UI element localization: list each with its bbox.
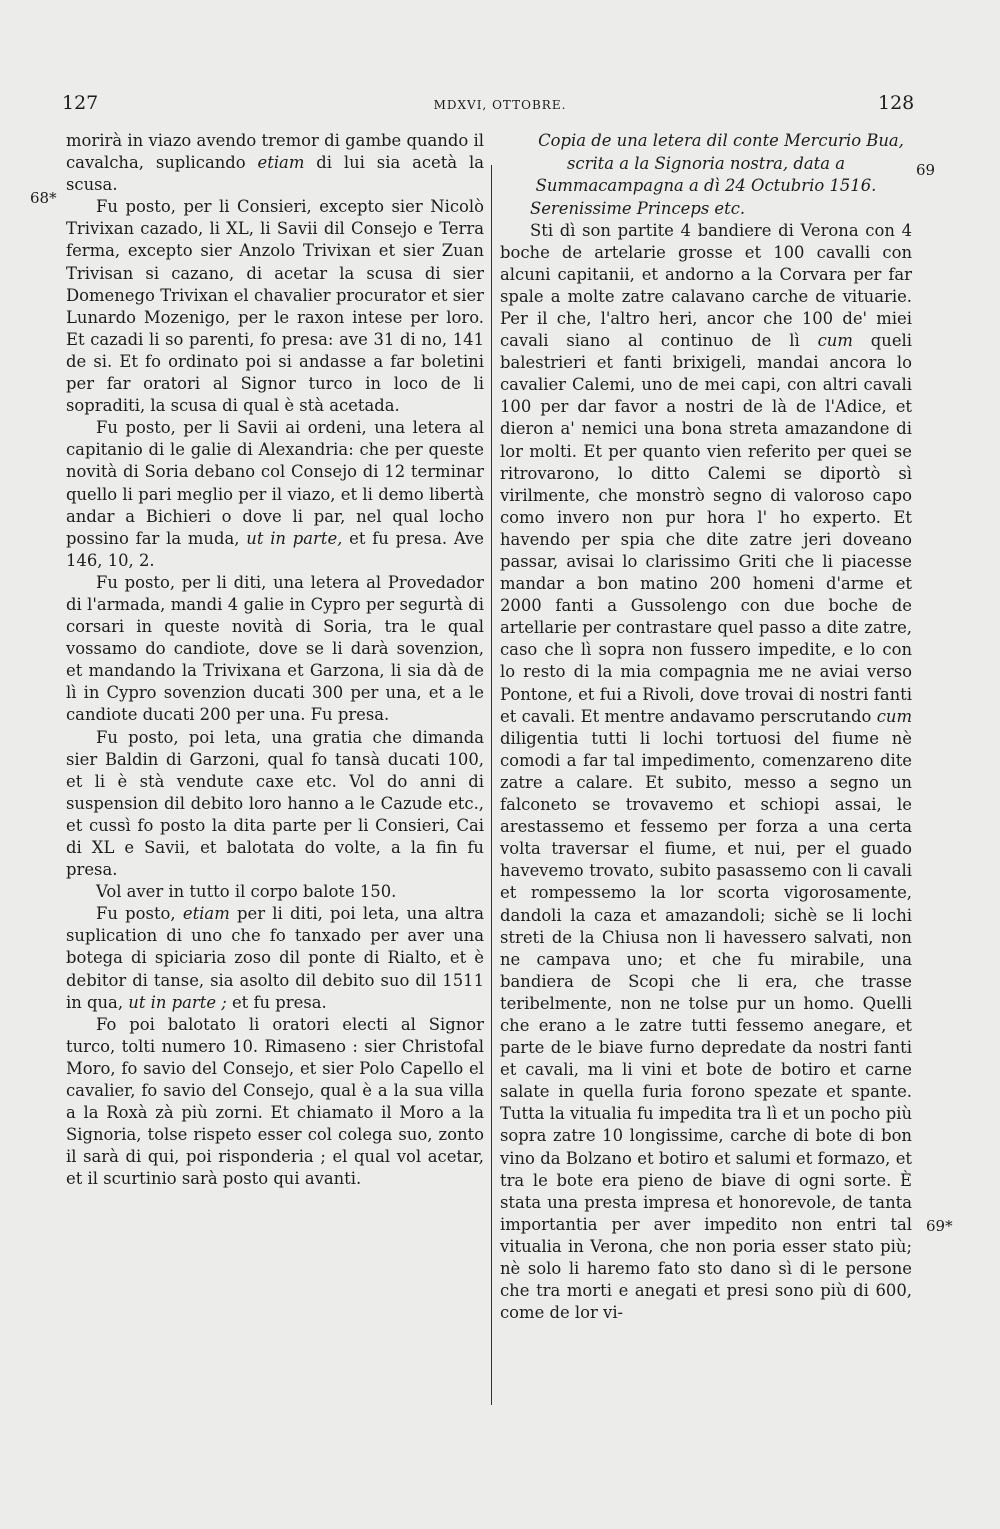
paragraph: Fu posto, etiam per li diti, poi leta, una altra suplication di uno che fo tanxado per aver una botega di spiciaria zoso dil ponte di Rialto, et è debitor di tanse, sia asolto dil debito suo dil 1511 in qua, ut in parte ; et fu presa. [66,904,485,1012]
paragraph: Vol aver in tutto il corpo balote 150. [96,882,397,902]
paragraph: Fu posto, per li Consieri, excepto sier Nicolò Trivixan cazado, li XL, li Savii dil Consejo e Terra ferma, excepto sier Anzolo Trivixan et sier Zuan Trivisan si cazano, di acetar la scusa di sier Domenego Trivixan el chavalier procurator et sier Lunardo Mozenigo, per le raxon intese per loro. Et cazadi li so parenti, fo presa: ave 31 di no, 141 de si. Et fo ordinato poi si andasse a far boletini per far oratori al Signor turco in loco de li sopraditi, la scusa di qual è stà acetada. [66,197,484,416]
margin-marker-69b: 69* [926,1217,953,1235]
right-column [500,130,912,1324]
margin-marker-69: 69 [916,161,936,179]
paragraph: morirà in viazo avendo tremor di gambe quando il cavalcha, suplicando etiam di lui sia acetà la scusa. [66,131,485,195]
page-number-left: 127 [62,92,99,114]
page-header [0,92,1000,122]
left-column [66,130,484,1191]
running-head: MDXVI, OTTOBRE. [433,98,567,112]
paragraph: Sti dì son partite 4 bandiere di Verona con 4 boche de artelarie grosse et 100 cavalli con alcuni capitanii, et andorno a la Corvara per far spale a molte zatre calavano carche de vituarie. Per il che, l'altro heri, ancor che 100 de' miei cavali siano al continuo de lì cum queli balestrieri et fanti brixigeli, mandai ancora lo cavalier Calemi, uno de mei capi, con altri cavali 100 per dar favor a nostri de là de l'Adice, et dieron a' nemici una bona streta amazandone di lor molti. Et per quanto vien referito per quei se ritrovarono, lo ditto Calemi se diportò sì virilmente, che monstrò segno di valoroso capo como invero non pur hora l' ho experto. Et havendo per spia che dite zatre jeri doveano passar, avisai lo clarissimo Griti che li piacesse mandar a bon matino 200 homeni d'arme et 2000 fanti a Gussolengo con due boche de artellarie per contrastare quel passo a dite zatre, caso che lì sopra non fussero impedite, e lo con lo resto di la mia compagnia me ne aviai verso Pontone, et fui a Rivoli, dove trovai di nostri fanti et cavali. Et mentre andavamo perscrutando cum diligentia tutti li lochi tortuosi del fiume nè comodi a far tal impedimento, comenzareno dite zatre a calare. Et subito, messo a segno un falconeto se trovavemo et schiopi assai, le arestassemo et fessemo per forza a una certa volta traversar el fiume, et nui, per el guado havevemo trovato, subito pasassemo con li cavali et rompessemo la lor scorta vigorosamente, dandoli la caza et amazandoli; sichè se li lochi streti de la Chiusa non li havessero salvati, non ne campava uno; et che fu mirabile, una bandiera de Scopi che li era, che trasse teribelmente, non ne tolse pur un homo. Quelli che erano a le zatre tutti fessemo anegare, et parte de le biave furno depredate da nostri fanti et cavali, ma li vini et bote de botiro et carne salate in quella furia forono spezate et spante. Tutta la vitualia fu impedita tra lì et un pocho più sopra zatre 10 longissime, carche di bote di bon vino da Bolzano et botiro et salumi et formazo, et tra le bote era pieno de biave di ogni sorte. È stata una presta impresa et honorevole, de tanta importantia per aver impedito non entri tal vitualia in Verona, che non poria esser stato più; nè solo li haremo fato sto dano sì di le persone che tra morti e anegati et presi sono più di 600, come de lor vi- [500,220,912,1323]
paragraph: Fu posto, poi leta, una gratia che dimanda sier Baldin di Garzoni, qual fo tansà ducati 100, et li è stà vendute caxe etc. Vol do anni di suspension dil debito loro hanno a le Cazude etc., et cussì fo posto la dita parte per li Consieri, Cai di XL e Savii, et balotata do volte, a la fin fu presa. [66,727,484,880]
paragraph: Fu posto, per li diti, una letera al Provedador di l'armada, mandi 4 galie in Cypro per segurtà di corsari in queste novità di Soria, tra le qual vossamo do candiote, dove se li darà sovenzion, et mandando la Trivixana et Garzona, li sia dà de lì in Cypro sovenzion ducati 300 per una, et a le candiote ducati 200 per una. Fu presa. [66,572,484,725]
page-number-right: 128 [878,92,915,114]
salutation: Serenissime Princeps etc. [530,198,746,218]
column-divider [491,165,492,1405]
margin-marker-68: 68* [30,189,57,207]
paragraph: Fo poi balotato li oratori electi al Signor turco, tolti numero 10. Rimaseno : sier Christofal Moro, fo savio del Consejo, et sier Polo Capello el cavalier, fo savio del Consejo, qual è a la sua villa a la Roxà zà più zorni. Et chiamato il Moro a la Signoria, tolse rispeto esser col colega suo, zonto il sarà di qui, poi risponderia ; el qual vol acetar, et il scurtinio sarà posto qui avanti. [66,1014,484,1189]
paragraph: Fu posto, per li Savii ai ordeni, una letera al capitanio di le galie di Alexandria: che per queste novità di Soria debano col Consejo di 12 terminar quello li pari meglio per il viazo, et li demo libertà andar a Bichieri o dove li par, nel qual locho possino far la muda, ut in parte, et fu presa. Ave 146, 10, 2. [66,418,484,570]
letter-heading: Copia de una letera dil conte Mercurio Bua, scrita a la Signoria nostra, data a Summacampagna a dì 24 Octubrio 1516. [535,131,904,195]
